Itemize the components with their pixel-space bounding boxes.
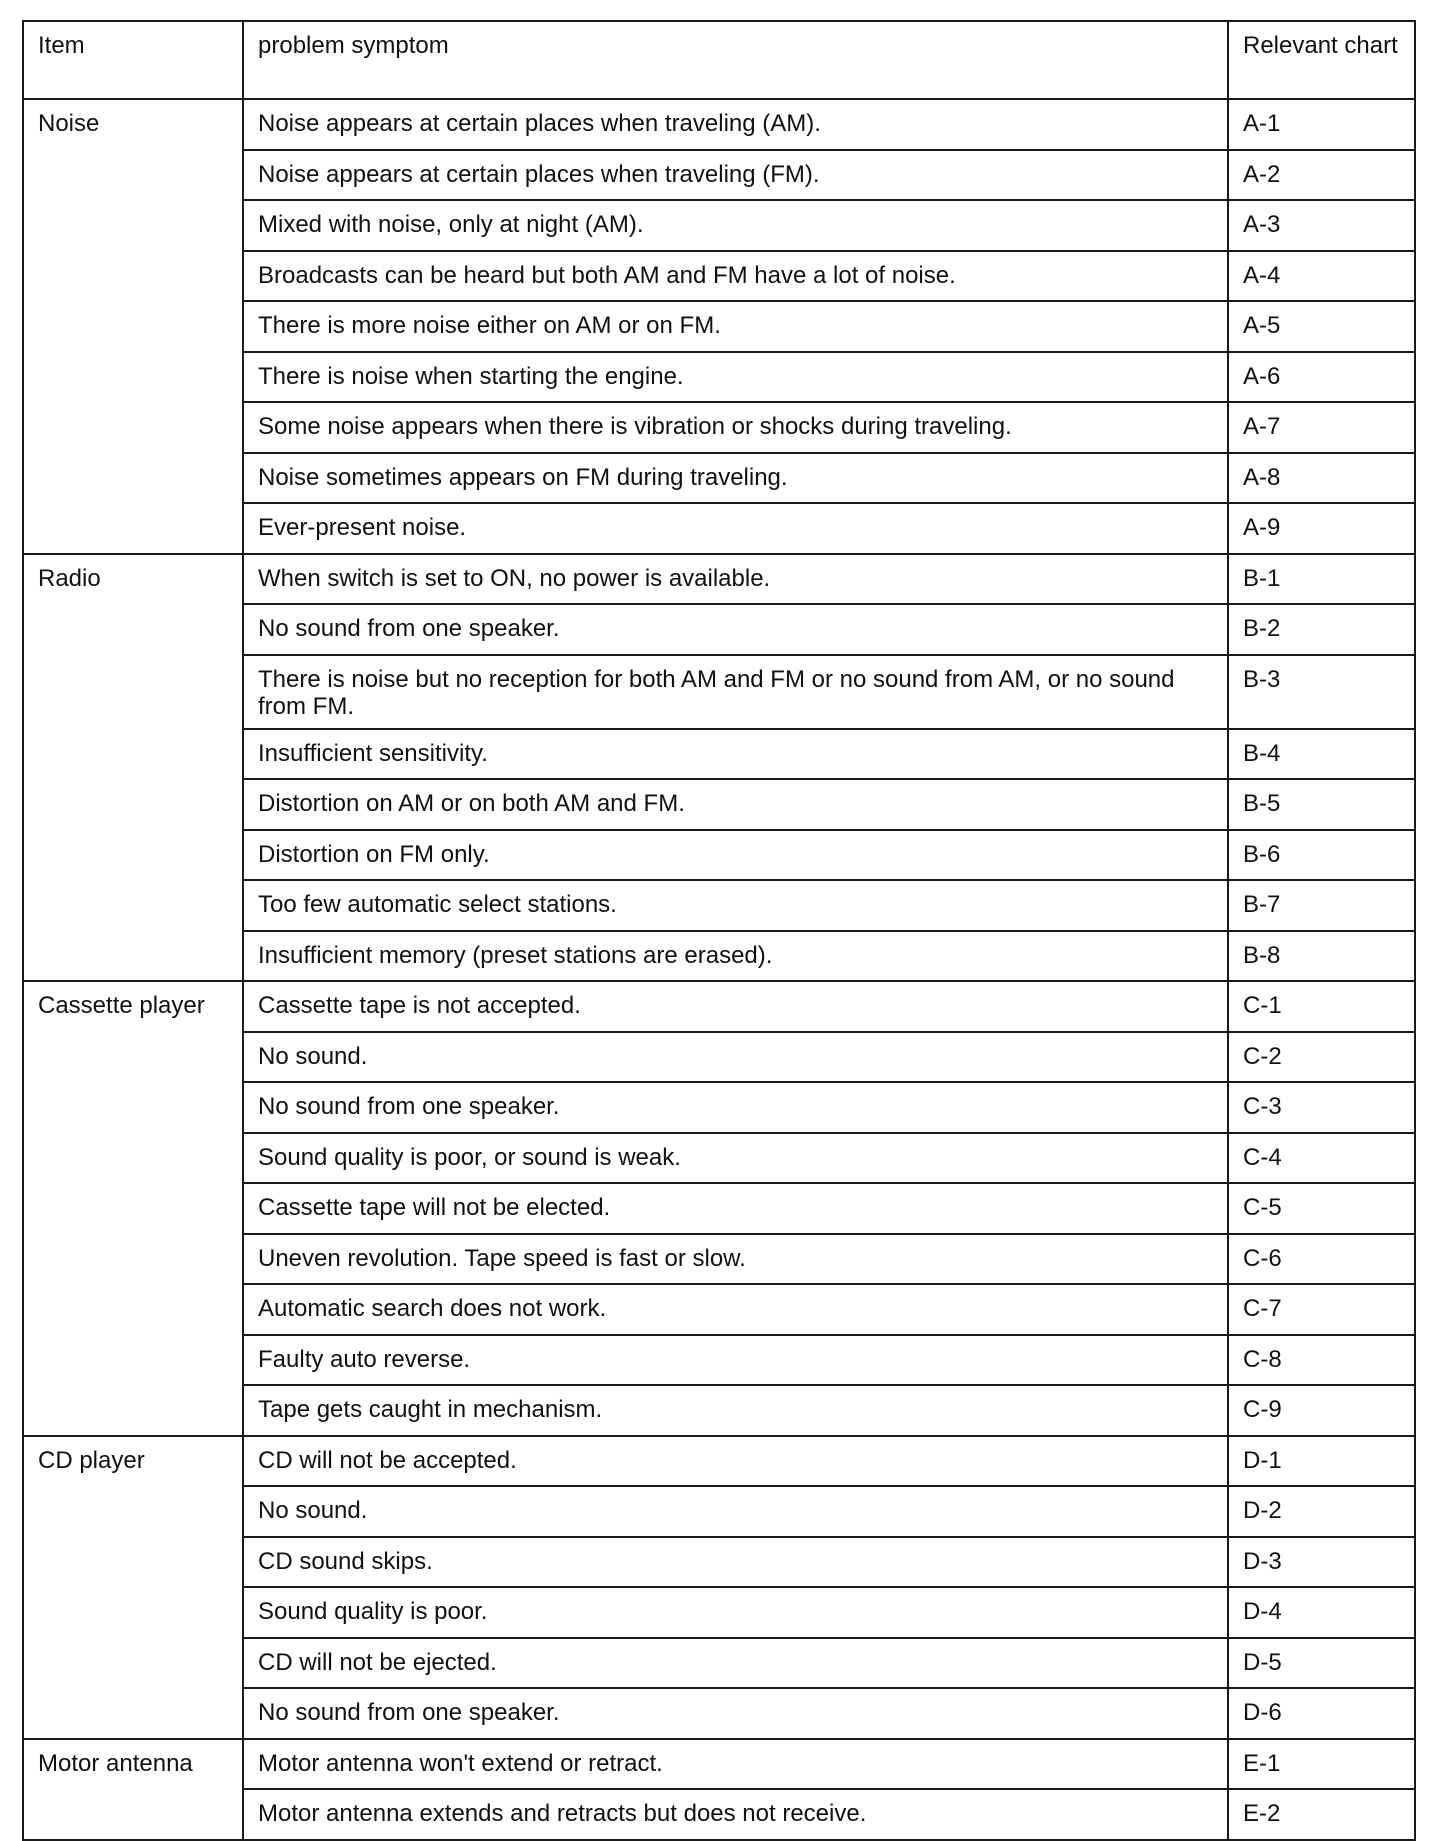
relevant-chart-cell: C-2 [1228, 1032, 1415, 1083]
relevant-chart-cell: B-8 [1228, 931, 1415, 982]
relevant-chart-cell: A-6 [1228, 352, 1415, 403]
relevant-chart-cell: D-2 [1228, 1486, 1415, 1537]
symptom-cell: Ever-present noise. [243, 503, 1228, 554]
symptom-cell: Broadcasts can be heard but both AM and FM have a lot of noise. [243, 251, 1228, 302]
relevant-chart-cell: B-4 [1228, 729, 1415, 780]
symptom-cell: There is noise when starting the engine. [243, 352, 1228, 403]
relevant-chart-cell: B-3 [1228, 655, 1415, 729]
symptom-cell: No sound from one speaker. [243, 1688, 1228, 1739]
relevant-chart-cell: A-2 [1228, 150, 1415, 201]
symptom-cell: Noise appears at certain places when traveling (FM). [243, 150, 1228, 201]
symptom-cell: Faulty auto reverse. [243, 1335, 1228, 1386]
relevant-chart-cell: D-1 [1228, 1436, 1415, 1487]
symptom-cell: No sound from one speaker. [243, 604, 1228, 655]
relevant-chart-cell: C-6 [1228, 1234, 1415, 1285]
symptom-cell: Noise sometimes appears on FM during traveling. [243, 453, 1228, 504]
troubleshooting-document [22, 20, 1414, 1841]
symptom-cell: There is noise but no reception for both AM and FM or no sound from AM, or no sound from FM. [243, 655, 1228, 729]
symptom-cell: Motor antenna extends and retracts but does not receive. [243, 1789, 1228, 1840]
symptom-cell: No sound. [243, 1032, 1228, 1083]
relevant-chart-cell: A-1 [1228, 99, 1415, 150]
table-row [23, 554, 1415, 605]
symptom-cell: CD will not be accepted. [243, 1436, 1228, 1487]
relevant-chart-cell: C-4 [1228, 1133, 1415, 1184]
table-row [23, 981, 1415, 1032]
symptom-cell: Sound quality is poor, or sound is weak. [243, 1133, 1228, 1184]
table-row [23, 99, 1415, 150]
symptom-cell: Cassette tape will not be elected. [243, 1183, 1228, 1234]
header-item: Item [23, 21, 243, 99]
item-category-cell: Radio [23, 554, 243, 982]
symptom-cell: Sound quality is poor. [243, 1587, 1228, 1638]
symptom-cell: Noise appears at certain places when traveling (AM). [243, 99, 1228, 150]
header-row [23, 21, 1415, 99]
relevant-chart-cell: B-5 [1228, 779, 1415, 830]
symptom-cell: Tape gets caught in mechanism. [243, 1385, 1228, 1436]
symptom-cell: CD will not be ejected. [243, 1638, 1228, 1689]
symptom-cell: No sound from one speaker. [243, 1082, 1228, 1133]
relevant-chart-cell: B-6 [1228, 830, 1415, 881]
relevant-chart-cell: D-3 [1228, 1537, 1415, 1588]
relevant-chart-cell: B-2 [1228, 604, 1415, 655]
relevant-chart-cell: C-9 [1228, 1385, 1415, 1436]
header-problem-symptom: problem symptom [243, 21, 1228, 99]
symptom-cell: When switch is set to ON, no power is available. [243, 554, 1228, 605]
symptom-cell: CD sound skips. [243, 1537, 1228, 1588]
item-category-cell: CD player [23, 1436, 243, 1739]
header-relevant-chart: Relevant chart [1228, 21, 1415, 99]
symptom-cell: Distortion on FM only. [243, 830, 1228, 881]
item-category-cell: Motor antenna [23, 1739, 243, 1840]
table-row [23, 1739, 1415, 1790]
table-row [23, 1436, 1415, 1487]
relevant-chart-cell: E-1 [1228, 1739, 1415, 1790]
symptom-cell: There is more noise either on AM or on FM. [243, 301, 1228, 352]
relevant-chart-cell: C-5 [1228, 1183, 1415, 1234]
symptom-cell: Mixed with noise, only at night (AM). [243, 200, 1228, 251]
relevant-chart-cell: B-7 [1228, 880, 1415, 931]
symptom-cell: Insufficient memory (preset stations are erased). [243, 931, 1228, 982]
symptom-cell: Too few automatic select stations. [243, 880, 1228, 931]
relevant-chart-cell: C-8 [1228, 1335, 1415, 1386]
relevant-chart-cell: A-8 [1228, 453, 1415, 504]
symptom-cell: Cassette tape is not accepted. [243, 981, 1228, 1032]
symptom-chart-table [22, 20, 1416, 1841]
relevant-chart-cell: C-7 [1228, 1284, 1415, 1335]
item-category-cell: Noise [23, 99, 243, 554]
relevant-chart-cell: A-7 [1228, 402, 1415, 453]
relevant-chart-cell: D-5 [1228, 1638, 1415, 1689]
symptom-cell: Uneven revolution. Tape speed is fast or slow. [243, 1234, 1228, 1285]
relevant-chart-cell: A-4 [1228, 251, 1415, 302]
relevant-chart-cell: B-1 [1228, 554, 1415, 605]
symptom-cell: Insufficient sensitivity. [243, 729, 1228, 780]
relevant-chart-cell: A-5 [1228, 301, 1415, 352]
symptom-cell: No sound. [243, 1486, 1228, 1537]
relevant-chart-cell: D-6 [1228, 1688, 1415, 1739]
table-body [23, 99, 1415, 1840]
item-category-cell: Cassette player [23, 981, 243, 1436]
relevant-chart-cell: A-3 [1228, 200, 1415, 251]
symptom-cell: Distortion on AM or on both AM and FM. [243, 779, 1228, 830]
relevant-chart-cell: A-9 [1228, 503, 1415, 554]
relevant-chart-cell: E-2 [1228, 1789, 1415, 1840]
relevant-chart-cell: D-4 [1228, 1587, 1415, 1638]
relevant-chart-cell: C-3 [1228, 1082, 1415, 1133]
relevant-chart-cell: C-1 [1228, 981, 1415, 1032]
symptom-cell: Some noise appears when there is vibration or shocks during traveling. [243, 402, 1228, 453]
symptom-cell: Motor antenna won't extend or retract. [243, 1739, 1228, 1790]
symptom-cell: Automatic search does not work. [243, 1284, 1228, 1335]
